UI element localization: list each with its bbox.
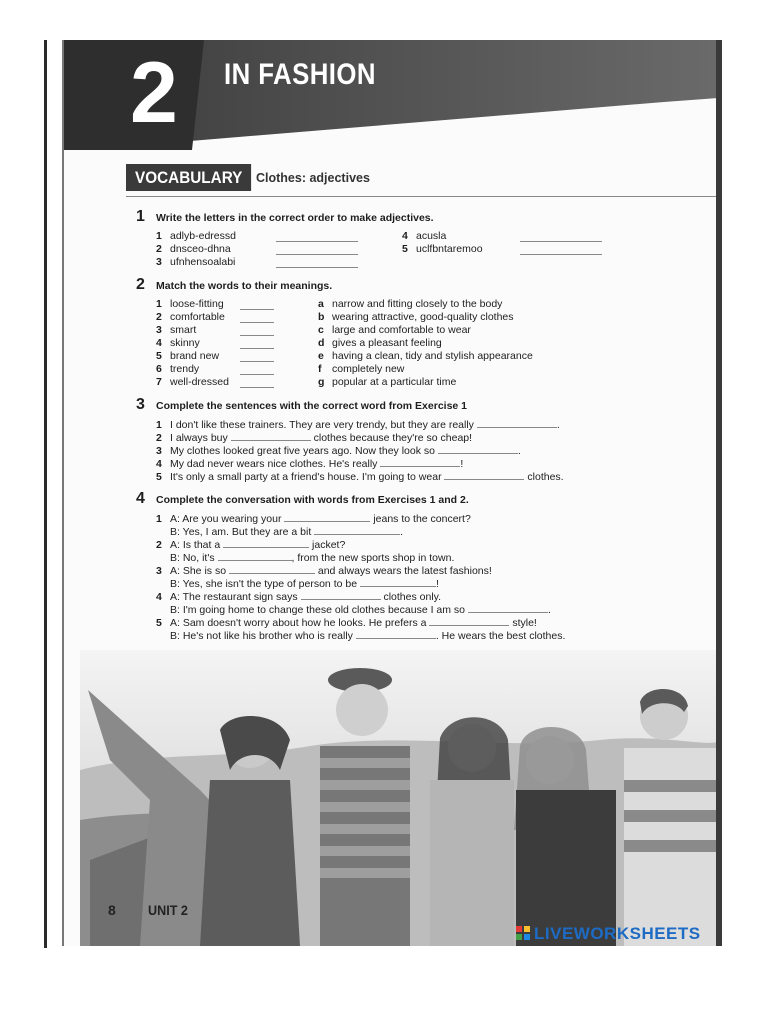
ex2-word: 6 trendy: [156, 363, 200, 375]
ex4-line-b: B: Yes, I am. But they are a bit .: [170, 526, 404, 538]
exercise-1-instruction: Write the letters in the correct order to make adjectives.: [156, 212, 434, 224]
ex4-line-a: 4 A: The restaurant sign says clothes only.: [156, 591, 442, 603]
ex1-answer-blank-2[interactable]: [276, 245, 358, 258]
watermark[interactable]: LIVEWORKSHEETS: [534, 924, 701, 943]
ex4-blank[interactable]: [223, 538, 309, 548]
page-edge-left: [44, 40, 47, 948]
unit-title: IN FASHION: [224, 58, 376, 91]
ex2-answer-blank-6[interactable]: [240, 365, 274, 378]
ex2-meaning: a narrow and fitting closely to the body: [318, 298, 503, 310]
ex3-sentence: 3 My clothes looked great five years ago. Now they look so .: [156, 445, 521, 457]
ex1-item: 1 adlyb-edressd: [156, 230, 236, 242]
ex4-blank[interactable]: [360, 577, 436, 587]
ex1-answer-blank-3[interactable]: [276, 258, 358, 271]
ex1-answer-blank-5[interactable]: [520, 245, 602, 258]
ex3-blank[interactable]: [380, 457, 460, 467]
exercise-2-number: 2: [136, 276, 145, 293]
ex2-meaning: b wearing attractive, good-quality clothes: [318, 311, 514, 323]
ex2-answer-blank-1[interactable]: [240, 300, 274, 313]
ex4-line-a: 2 A: Is that a jacket?: [156, 539, 346, 551]
ex4-line-b: B: Yes, she isn't the type of person to be !: [170, 578, 439, 590]
ex2-answer-blank-2[interactable]: [240, 313, 274, 326]
ex4-blank[interactable]: [356, 629, 436, 639]
ex3-sentence: 4 My dad never wears nice clothes. He's really !: [156, 458, 464, 470]
ex2-word: 4 skinny: [156, 337, 200, 349]
ex3-blank[interactable]: [477, 418, 557, 428]
ex2-answer-blank-3[interactable]: [240, 326, 274, 339]
exercise-2-instruction: Match the words to their meanings.: [156, 280, 333, 292]
ex4-blank[interactable]: [229, 564, 315, 574]
ex3-blank[interactable]: [438, 444, 518, 454]
ex1-item: 3 ufnhensoalabi: [156, 256, 236, 268]
exercise-4-instruction: Complete the conversation with words from Exercises 1 and 2.: [156, 494, 469, 506]
ex4-line-a: 1 A: Are you wearing your jeans to the concert?: [156, 513, 471, 525]
ex4-blank[interactable]: [301, 590, 381, 600]
unit-number: 2: [130, 45, 178, 141]
liveworksheets-logo-icon: [516, 926, 530, 940]
ex1-answer-blank-4[interactable]: [520, 232, 602, 245]
vocabulary-tag: VOCABULARY: [126, 164, 251, 191]
section-divider: [126, 196, 716, 197]
page-number: 8: [108, 902, 116, 918]
exercise-3-instruction: Complete the sentences with the correct word from Exercise 1: [156, 400, 468, 412]
ex2-word: 5 brand new: [156, 350, 220, 362]
exercise-1-number: 1: [136, 208, 145, 225]
ex4-blank[interactable]: [468, 603, 548, 613]
ex2-meaning: g popular at a particular time: [318, 376, 457, 388]
exercise-3-number: 3: [136, 396, 145, 413]
worksheet-page: [64, 40, 718, 946]
ex2-meaning: d gives a pleasant feeling: [318, 337, 442, 349]
ex2-answer-blank-7[interactable]: [240, 378, 274, 391]
unit-label: UNIT 2: [148, 902, 188, 918]
ex2-word: 1 loose-fitting: [156, 298, 224, 310]
ex4-blank[interactable]: [284, 512, 370, 522]
ex2-meaning: c large and comfortable to wear: [318, 324, 471, 336]
page-edge-right: [716, 40, 722, 946]
ex3-blank[interactable]: [444, 470, 524, 480]
exercise-4-number: 4: [136, 490, 145, 507]
ex3-blank[interactable]: [231, 431, 311, 441]
ex3-sentence: 2 I always buy clothes because they're so cheap!: [156, 432, 473, 444]
ex3-sentence: 1 I don't like these trainers. They are very trendy, but they are really .: [156, 419, 560, 431]
ex2-answer-blank-5[interactable]: [240, 352, 274, 365]
ex2-meaning: f completely new: [318, 363, 405, 375]
ex4-line-b: B: He's not like his brother who is really . He wears the best clothes.: [170, 630, 566, 642]
ex2-answer-blank-4[interactable]: [240, 339, 274, 352]
ex3-sentence: 5 It's only a small party at a friend's house. I'm going to wear clothes.: [156, 471, 564, 483]
ex2-word: 3 smart: [156, 324, 197, 336]
ex4-line-b: B: I'm going home to change these old clothes because I am so .: [170, 604, 551, 616]
ex2-word: 7 well-dressed: [156, 376, 229, 388]
ex2-word: 2 comfortable: [156, 311, 225, 323]
ex4-blank[interactable]: [314, 525, 400, 535]
ex2-meaning: e having a clean, tidy and stylish appearance: [318, 350, 533, 362]
ex4-line-a: 5 A: Sam doesn't worry about how he looks. He prefers a style!: [156, 617, 537, 629]
ex1-item: 5 uclfbntaremoo: [402, 243, 483, 255]
ex4-line-a: 3 A: She is so and always wears the latest fashions!: [156, 565, 492, 577]
vocabulary-subtitle: Clothes: adjectives: [256, 171, 370, 185]
ex4-blank[interactable]: [429, 616, 509, 626]
ex1-item: 2 dnsceo-dhna: [156, 243, 231, 255]
ex4-blank[interactable]: [218, 551, 292, 561]
ex1-answer-blank-1[interactable]: [276, 232, 358, 245]
ex1-item: 4 acusla: [402, 230, 447, 242]
ex4-line-b: B: No, it's , from the new sports shop in town.: [170, 552, 455, 564]
